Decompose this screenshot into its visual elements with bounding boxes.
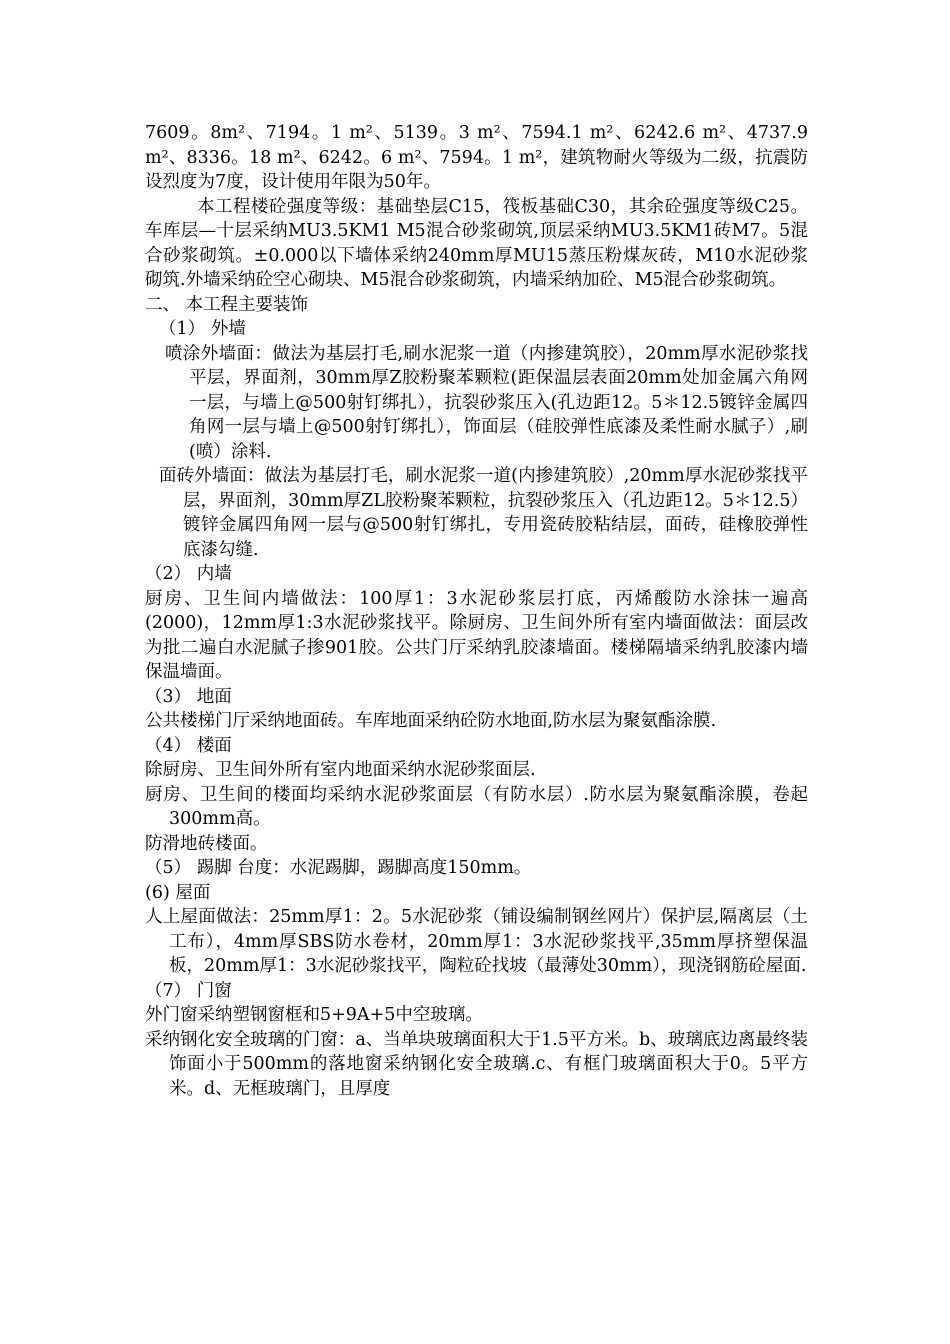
paragraph-roof: 人上屋面做法：25mm厚1：2。5水泥砂浆（铺设编制钢丝网片）保护层,隔离层（土工布），4mm厚SBS防水卷材，20mm厚1：3水泥砂浆找平,35mm厚挤塑保温板，20mm厚1：3水泥砂浆找平，陶粒砼找坡（最薄处30mm），现浇钢筋砼屋面. [145, 907, 808, 976]
document-body [145, 121, 808, 1101]
paragraph-concrete-strength: 本工程楼砼强度等级：基础垫层C15，筏板基础C30，其余砼强度等级C25。车库层—十层采纳MU3.5KM1 M5混合砂浆砌筑,顶层采纳MU3.5KM1砖M7。5混合砂浆砌筑。±0.000以下墙体采纳240mm厚MU15蒸压粉煤灰砖，M10水泥砂浆砌筑.外墙采纳砼空心砌块、M5混合砂浆砌筑，内墙采纳加砼、M5混合砂浆砌筑。 [145, 196, 808, 290]
paragraph-floor-general: 除厨房、卫生间外所有室内地面采纳水泥砂浆面层. [145, 760, 536, 780]
paragraph-fire-rating: 7609。8m²、7194。1 m²、5139。3 m²、7594.1 m²、6242.6 m²、4737.9 m²、8336。18 m²、6242。6 m²、7594。1 m²，建筑物耐火等级为二级，抗震防设烈度为7度，设计使用年限为50年。 [145, 123, 808, 192]
paragraph-ground: 公共楼梯门厅采纳地面砖。车库地面采纳砼防水地面,防水层为聚氨酯涂膜. [145, 711, 717, 731]
subheading-floor: （4） 楼面 [145, 735, 232, 756]
paragraph-interior-wall: 厨房、卫生间内墙做法：100厚1：3水泥砂浆层打底，丙烯酸防水涂抹一遍高(2000)，12mm厚1:3水泥砂浆找平。除厨房、卫生间外所有室内墙面做法：面层改为批二遍白水泥腻子掺901胶。公共门厅采纳乳胶漆墙面。楼梯隔墙采纳乳胶漆内墙保温墙面。 [145, 588, 808, 682]
paragraph-floor-kitchen: 厨房、卫生间的楼面均采纳水泥砂浆面层（有防水层）.防水层为聚氨酯涂膜，卷起300mm高。 [145, 784, 808, 829]
subheading-ground: （3） 地面 [145, 686, 232, 707]
subheading-interior-wall: （2） 内墙 [145, 564, 232, 584]
paragraph-exterior-windows: 外门窗采纳塑钢窗框和5+9A+5中空玻璃。 [145, 1005, 483, 1025]
subheading-roof: (6) 屋面 [145, 882, 211, 903]
section-heading-decoration: 二、 本工程主要装饰 [145, 294, 309, 315]
paragraph-tile-exterior-wall: 面砖外墙面：做法为基层打毛，刷水泥浆一道(内掺建筑胶）,20mm厚水泥砂浆找平层，界面剂，30mm厚ZL胶粉聚苯颗粒，抗裂砂浆压入（孔边距12。5＊12.5）镀锌金属四角网一层与@500射钉绑扎，专用瓷砖胶粘结层，面砖，硅橡胶弹性底漆勾缝. [159, 466, 808, 560]
subheading-skirting: （5） 踢脚 台度：水泥踢脚，踢脚高度150mm。 [145, 858, 532, 878]
paragraph-spray-exterior-wall: 喷涂外墙面：做法为基层打毛,刷水泥浆一道（内掺建筑胶），20mm厚水泥砂浆找平层，界面剂，30mm厚Z胶粉聚苯颗粒(距保温层表面20mm处加金属六角网一层，与墙上@500射钉绑扎），抗裂砂浆压入(孔边距12。5＊12.5镀锌金属四角网一层与墙上@500射钉绑扎），饰面层（硅胶弹性底漆及柔性耐水腻子）,刷(喷）涂料. [165, 343, 808, 462]
paragraph-floor-antislip: 防滑地砖楼面。 [145, 833, 268, 854]
subheading-exterior-wall: （1） 外墙 [159, 319, 246, 339]
paragraph-safety-glass: 采纳钢化安全玻璃的门窗：a、当单块玻璃面积大于1.5平方米。b、玻璃底边离最终装饰面小于500mm的落地窗采纳钢化安全玻璃.c、有框门玻璃面积大于0。5平方米。d、无框玻璃门，且厚度 [145, 1029, 808, 1099]
subheading-doors-windows: （7） 门窗 [145, 980, 232, 1001]
